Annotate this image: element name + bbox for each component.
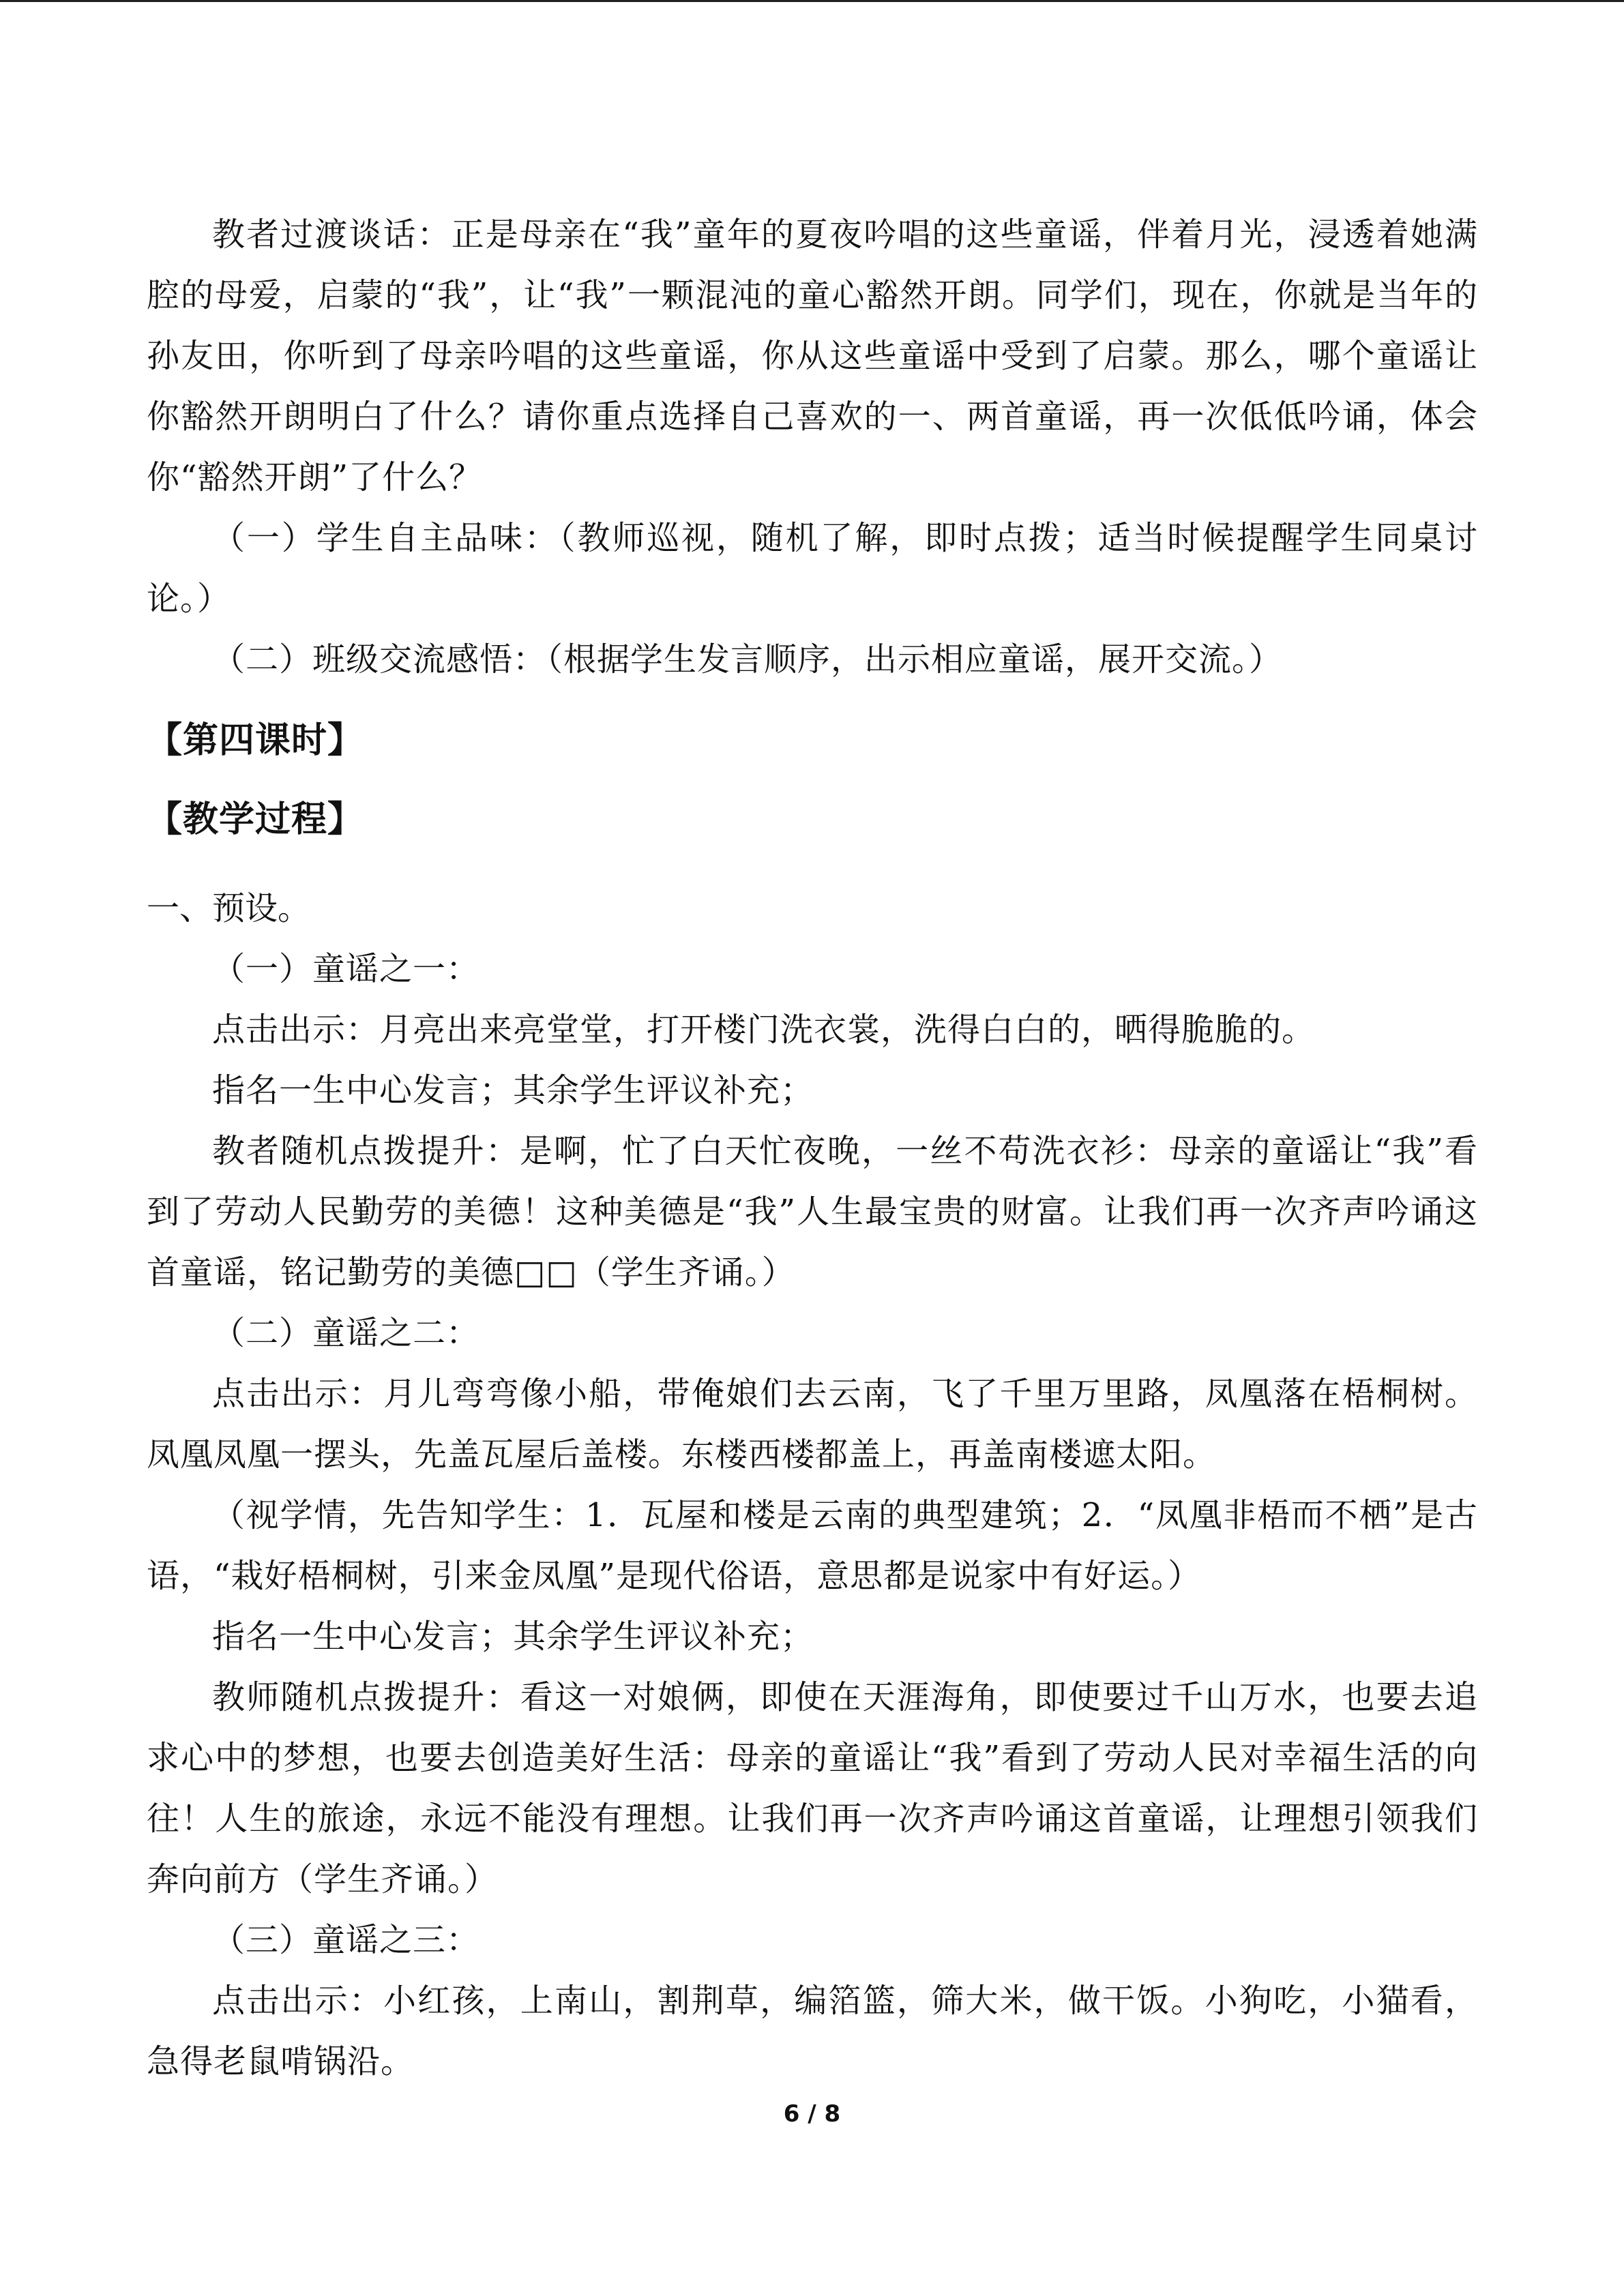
paragraph-self-study: （一）学生自主品味：（教师巡视，随机了解，即时点拨；适当时候提醒学生同桌讨论。）: [147, 519, 1478, 618]
paragraph-rhyme-one-text: 点击出示：月亮出来亮堂堂，打开楼门洗衣裳，洗得白白的，晒得脆脆的。: [212, 1011, 1316, 1049]
paragraph-rhyme-three-title: （三）童谣之三：: [212, 1921, 480, 1959]
heading-fourth-lesson: 【第四课时】: [147, 720, 364, 761]
paragraph-transition-talk: 教者过渡谈话：正是母亲在“我”童年的夏夜吟唱的这些童谣，伴着月光，浸透着她满腔的母爱，启蒙的“我”，让“我”一颗混沌的童心豁然开朗。同学们，现在，你就是当年的孙友田，你听到了母亲吟唱的这些童谣，你从这些童谣中受到了启蒙。那么，哪个童谣让你豁然开朗明白了什么？请你重点选择自己喜欢的一、两首童谣，再一次低低吟诵，体会你“豁然开朗”了什么？: [147, 215, 1478, 496]
paragraph-rhyme-two-discussion: 指名一生中心发言；其余学生评议补充；: [212, 1617, 814, 1656]
paragraph-rhyme-one-guidance: 教者随机点拨提升：是啊，忙了白天忙夜晚，一丝不苟洗衣衫：母亲的童谣让“我”看到了劳动人民勤劳的美德！这种美德是“我”人生最宝贵的财富。让我们再一次齐声吟诵这首童谣，铭记勤劳的美德□□（学生齐诵。）: [147, 1132, 1478, 1292]
paragraph-rhyme-one-discussion: 指名一生中心发言；其余学生评议补充；: [212, 1071, 814, 1109]
paragraph-class-exchange: （二）班级交流感悟：（根据学生发言顺序，出示相应童谣，展开交流。）: [212, 640, 1283, 679]
section-preset: 一、预设。: [147, 889, 311, 927]
paragraph-rhyme-three-text: 点击出示：小红孩，上南山，割荆草，编箔篮，筛大米，做干饭。小狗吃，小猫看，急得老鼠啃锅沿。: [147, 1982, 1478, 2081]
paragraph-rhyme-two-guidance: 教师随机点拨提升：看这一对娘俩，即使在天涯海角，即使要过千山万水，也要去追求心中的梦想，也要去创造美好生活：母亲的童谣让“我”看到了劳动人民对幸福生活的向往！人生的旅途，永远不能没有理想。让我们再一次齐声吟诵这首童谣，让理想引领我们奔向前方（学生齐诵。）: [147, 1678, 1478, 1898]
paragraph-rhyme-two-note: （视学情，先告知学生：1．瓦屋和楼是云南的典型建筑；2．“凤凰非梧而不栖”是古语，“栽好梧桐树，引来金凤凰”是现代俗语，意思都是说家中有好运。）: [147, 1496, 1478, 1595]
top-border-line: [0, 0, 1624, 2]
paragraph-rhyme-two-text: 点击出示：月儿弯弯像小船，带俺娘们去云南，飞了千里万里路，凤凰落在梧桐树。凤凰凤凰一摆头，先盖瓦屋后盖楼。东楼西楼都盖上，再盖南楼遮太阳。: [147, 1375, 1478, 1474]
page-number: 6 / 8: [783, 2100, 841, 2128]
heading-teaching-process: 【教学过程】: [147, 799, 364, 840]
paragraph-rhyme-one-title: （一）童谣之一：: [212, 950, 480, 988]
document-page: [147, 205, 1478, 2092]
paragraph-rhyme-two-title: （二）童谣之二：: [212, 1314, 480, 1352]
